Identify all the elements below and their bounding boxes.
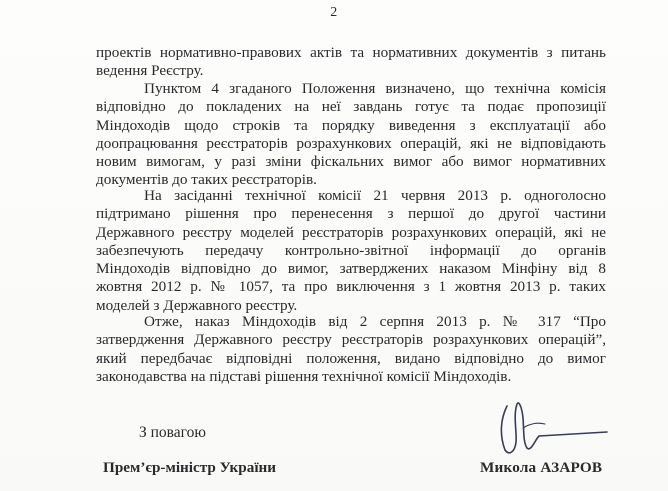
text-line: документів до таких реєстраторів. [96,171,317,189]
text-line: законодавства на підставі рішення технічної комісії Міндоходів. [96,367,512,385]
text-line: Міндоходів щодо строків та порядку виведення з експлуатації або [96,116,606,134]
text-line: ведення Реєстру. [96,62,204,80]
handwritten-signature [487,398,617,458]
signatory-name: Микола АЗАРОВ [480,459,603,476]
text-line: підтримано рішення про перенесення з першої до другої частини [96,205,606,223]
text-line: новим вимогам, у разі зміни фіскальних вимог або вимог нормативних [96,153,606,171]
closing-salutation: З повагою [139,424,206,441]
text-line: На засіданні технічної комісії 21 червня 2013 р. одноголосно [144,187,606,204]
paragraph-1 [96,44,606,81]
text-line: моделей з Державного реєстру. [96,296,298,314]
paragraph-3 [96,187,606,315]
text-line: забезпечують передачу контрольно-звітної інформації до органів [96,241,606,259]
text-line: затвердження Державного реєстру реєстраторів розрахункових операцій”, [96,331,606,349]
text-line: відповідно до покладених на неї завдань готує та подає пропозиції [96,98,606,116]
text-line: Отже, наказ Міндоходів від 2 серпня 2013 р. № 317 “Про [144,313,606,330]
text-line: Пунктом 4 згаданого Положення визначено, що технічна комісія [144,80,606,97]
text-line: Державного реєстру моделей реєстраторів розрахункових операцій, які не [96,223,606,241]
text-line: Міндоходів відповідно до вимог, затверджених наказом Мінфіну від 8 [96,260,606,278]
signatory-position: Прем’єр-міністр України [103,459,277,476]
text-line: який передбачає відповідні положення, видано відповідно до вимог [96,349,606,367]
text-line: проектів нормативно-правових актів та нормативних документів з питань [96,44,606,61]
page-number: 2 [330,5,338,20]
paragraph-2 [96,80,606,190]
paragraph-4 [96,313,606,386]
text-line: доопрацювання реєстраторів розрахункових операцій, які не відповідають [96,134,606,152]
text-line: жовтня 2012 р. № 1057, та про виключення з 1 жовтня 2013 р. таких [96,278,606,296]
